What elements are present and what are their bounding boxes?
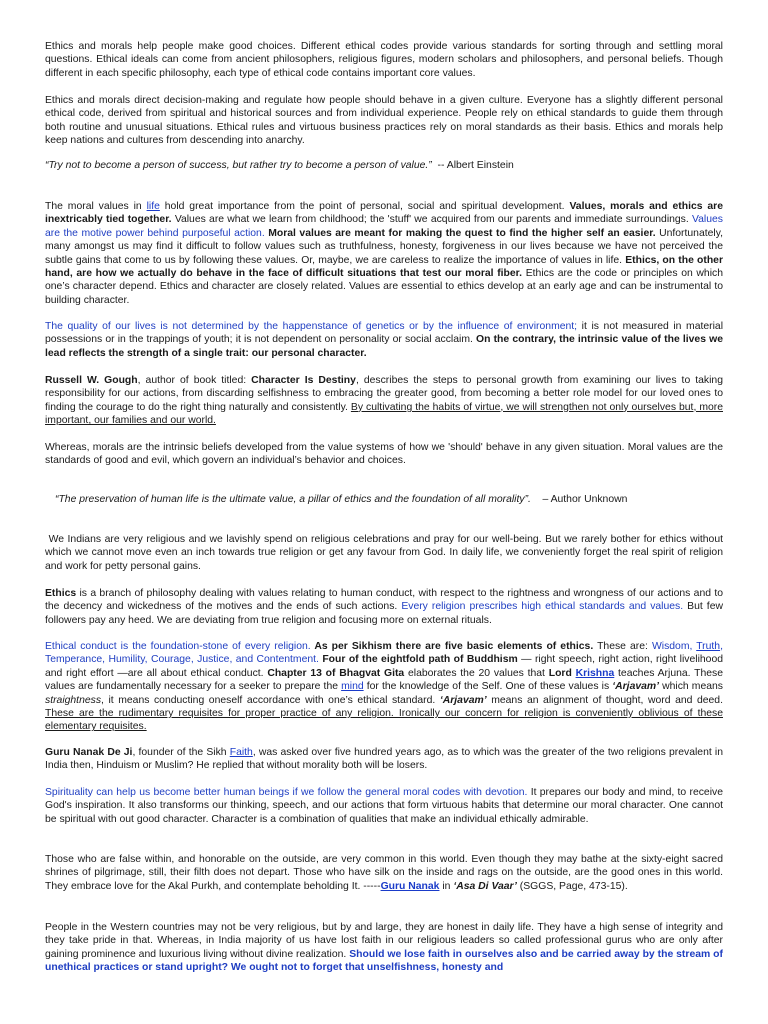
paragraph-ethics-definition: Ethics is a branch of philosophy dealing with values relating to human conduct, with respect to the rightness and wrongness of our actions and to the decency and wickedness of the motives and the ends of such actions. Every religion prescribes high ethical standards and values. But few followers pay any heed. We are deviating from true religion and focusing more on external rituals. [45,588,723,626]
paragraph-spirituality: Spirituality can help us become better human beings if we follow the general moral codes with devotion. It prepares our body and mind, to receive God's inspiration. It also transforms our thinking, speech, and our actions that form virtuous habits that determine our moral character. One cannot be spiritual with out good character. Character is a combination of qualities that make an individual ethically admirable. [45,787,723,825]
quote-unknown [55,493,723,506]
link-faith[interactable]: Faith [229,747,253,758]
quote-text: “Try not to become a person of success, but rather try to become a person of value.” [45,160,432,171]
quote-einstein [45,159,723,172]
link-truth[interactable]: Truth [696,641,721,652]
link-guru-nanak[interactable]: Guru Nanak [380,880,440,892]
paragraph-morals: Whereas, morals are the intrinsic beliefs developed from the value systems of how we 'should' behave in any given situation. Moral values are the standards of good and evil, which govern an individual’s behavior and choices. [45,442,723,467]
quote-text: “The preservation of human life is the ultimate value, a pillar of ethics and the foundation of all morality”. [55,494,531,505]
paragraph-indians: We Indians are very religious and we lavishly spend on religious celebrations and pray for our well-being. But we rarely bother for ethics without which we cannot move even an inch towards true religion or get any favour from God. In daily life, we conveniently forget the real spirit of religion and work for petty personal gains. [45,534,723,572]
link-krishna[interactable]: Krishna [575,667,615,679]
paragraph-guru-nanak: Guru Nanak De Ji, founder of the Sikh Faith, was asked over five hundred years ago, as to which was the greater of the two religions prevalent in India then, Hinduism or Muslim? He replied that without morality both will be losers. [45,747,723,772]
link-mind[interactable]: mind [341,681,364,693]
paragraph-western-countries: People in the Western countries may not be very religious, but by and large, they are honest in daily life. They have a high sense of integrity and they take pride in that. Whereas, in India majority of us have lost faith in our religious leaders so called professional gurus who are only after gaining prominence and luxurious living without divine realization. Should we lose faith in ourselves also and be carried away by the stream of unethical practices or stand upright? We ought not to forget that unselfishness, honesty and [45,922,723,974]
paragraph-moral-values: The moral values in life hold great importance from the point of personal, social and spiritual development. Values, morals and ethics are inextricably tied together. Values are what we learn from childhood; the 'stuff' we acquired from our parents and immediate surroundings. Values are the motive power behind purposeful action. Moral values are meant for making the quest to find the higher self an easier. Unfortunately, many amongst us may find it difficult to follow values such as truthfulness, honesty, forgiveness in our lives because we have not perceived the subtle gains that come to us by following these values. Or, maybe, we are careless to realize the importance of values in life. Ethics, on the other hand, are how we actually do behave in the face of difficult situations that test our moral fiber. Ethics are the code or principles on which one’s character depend. Ethics and character are closely related. Values are essential to ethics develop at an early age and can be instrumental to building character. [45,201,724,306]
paragraph-false-within: Those who are false within, and honorable on the outside, are very common in this world. Even though they may bathe at the sixty-eight sacred shrines of pilgrimage, still, their filth does not depart. Those who have silk on the inside and rags on the outside, are the good ones in this world. They embrace love for the Akal Purkh, and contemplate beholding It. -----Guru Nanak in ‘Asa Di Vaar’ (SGGS, Page, 473-15). [45,854,723,892]
paragraph-quality-of-life: The quality of our lives is not determined by the happenstance of genetics or by the influence of environment; it is not measured in material possessions or in the trappings of youth; it is not dependent on personality or social acclaim. On the contrary, the intrinsic value of the lives we lead reflects the strength of a single trait: our personal character. [45,321,724,359]
link-life[interactable]: life [146,201,160,212]
paragraph-gough: Russell W. Gough, author of book titled: Character Is Destiny, describes the steps to personal growth from examining our lives to taking responsibility for our actions, from discarding selfishness to embracing the greater good, from becoming a better role model for our loved ones to finding the courage to do the right thing naturally and consistently. By cultivating the habits of virtue, we will strengthen not only ourselves but, more important, our families and our world. [45,375,723,427]
paragraph-ethical-conduct: Ethical conduct is the foundation-stone of every religion. As per Sikhism there are five basic elements of ethics. These are: Wisdom, Truth, Temperance, Humility, Courage, Justice, and Contentment. Four of the eightfold path of Buddhism — right speech, right action, right livelihood and right effort —are all about ethical conduct. Chapter 13 of Bhagvat Gita elaborates the 20 values that Lord Krishna teaches Arjuna. These values are fundamentally necessary for a seeker to prepare the mind for the knowledge of the Self. One of these values is ‘Arjavam’ which means straightness, it means conducting oneself accordance with one’s ethical standard. ‘Arjavam’ means an alignment of thought, word and deed. These are the rudimentary requisites for proper practice of any religion. Ironically our concern for religion is conveniently oblivious of these elementary requisites. [45,641,724,733]
quote-author: – Author Unknown [542,494,628,505]
paragraph-ethics-decision: Ethics and morals direct decision-making and regulate how people should behave in a given culture. Everyone has a slightly different personal ethical code, derived from spiritual and historical sources and from individual experience. People rely on ethical standards to guide them through both routine and unusual situations. Ethical rules and virtuous business practices rely on moral standards as their basis. Ethics and morals help keep nations and cultures from descending into anarchy. [45,95,723,147]
quote-author: -- Albert Einstein [437,160,514,171]
paragraph-ethics-intro: Ethics and morals help people make good choices. Different ethical codes provide various standards for sorting through and settling moral questions. Ethical ideals can come from ancient philosophers, religious figures, modern scholars and philosophers, and personal beliefs. Though different in each specific philosophy, each type of ethical code contains important core values. [45,41,723,79]
